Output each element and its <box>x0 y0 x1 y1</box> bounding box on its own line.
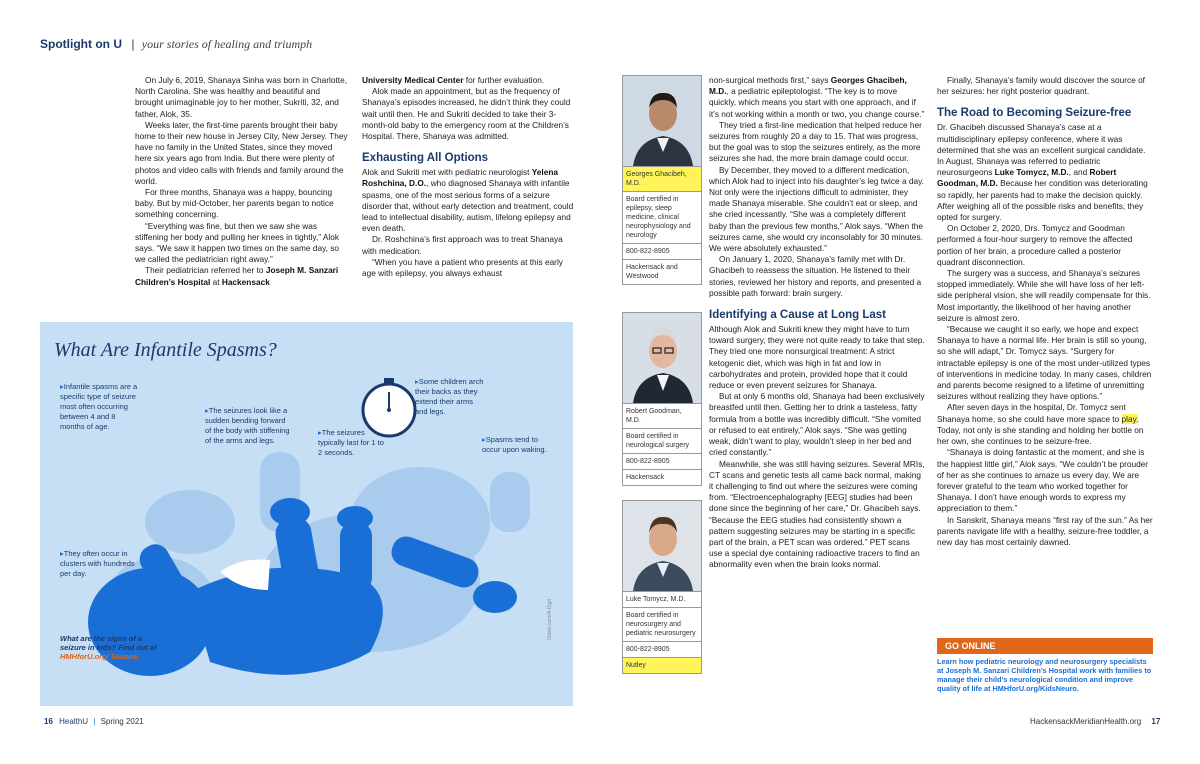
text-run: non-surgical methods first,” says <box>709 75 831 85</box>
paragraph: They tried a first-line medication that helped reduce her seizures from roughly 20 a day to 15. That was progress, but the goal was to stop the seizures entirely, as the more seizures she had, the more brain damage could occur. <box>709 119 922 164</box>
paragraph: “Because we caught it so early, we hope and expect Shanaya to have a normal life. Her brain is still so young, so she will adapt,” Dr. Tomycz says. “Surgery for intractable epilepsy is one of the most under-utilized types of interventions in medicine today. In many cases, children and parents become resigned to a lifetime of unremitting seizures without realizing they have options.” <box>937 324 1152 402</box>
footnote-link[interactable]: HMHforU.org/ Seizure. <box>60 652 140 661</box>
header-separator: | <box>131 37 135 51</box>
info-note <box>318 428 388 458</box>
page-header <box>40 37 312 52</box>
paragraph: Weeks later, the first-time parents brought their baby home to their new house in Jersey City, New Jersey. They have no family in the United States, since they moved here six years ago from India. But there were plenty of photos and video calls with friends and family around the world. <box>135 119 348 186</box>
column-2 <box>362 75 577 279</box>
text-run: , who diagnosed Shanaya with infantile spasms, one of the most serious forms of a seizure disorder that, without early detection and treatment, could lead to intellectual disability, autism, lifelong epilepsy and even death. <box>362 178 574 234</box>
paragraph: In Sanskrit, Shanaya means “first ray of the sun.” As her parents navigate life with a healthy, seizure-free toddler, a new day has most certainly dawned. <box>937 514 1153 547</box>
doctor-certification: Board certified in epilepsy, sleep medicine, clinical neurophysiology and neurology <box>623 191 701 243</box>
paragraph: For three months, Shanaya was a happy, bouncing baby. But by mid-October, her parents began to notice something concerning. <box>135 187 334 220</box>
go-online-text[interactable]: Learn how pediatric neurology and neurosurgery specialists at Joseph M. Sanzari Children’s Hospital work with families to manage their child’s neurological condition and improve quality of life at HMHforU.org/KidsNeuro. <box>937 657 1152 693</box>
go-online-label: GO ONLINE <box>937 638 1153 654</box>
paragraph: “Shanaya is doing fantastic at the moment, and she is the happiest little girl,” Alok says. “We couldn’t be prouder of her as she continues to amaze us every day. We are forever grateful to the team who worked together for Shanaya. I don’t have enough words to express my appreciation to them.” <box>937 447 1149 514</box>
doctor-phone: 800-822-8905 <box>623 453 701 469</box>
pointer-icon: ▸ <box>482 435 486 444</box>
doctor-name: Luke Tomycz, M.D. <box>994 167 1069 178</box>
hospital-name: Joseph M. Sanzari Children’s Hospital <box>135 265 339 287</box>
paragraph: Dr. Roshchina’s first approach was to treat Shanaya with medication. <box>362 234 563 256</box>
text-run: at <box>210 276 222 287</box>
text-run: , a pediatric epileptologist. “The key is to move quickly, which means you start with one approach, and if it’s not working within a month or two, you change course.” <box>709 86 925 119</box>
hospital-name: Hackensack <box>221 276 270 287</box>
paragraph <box>135 265 350 287</box>
doctor-certification: Board certified in neurosurgery and pediatric neurosurgery <box>623 607 701 641</box>
infographic <box>40 322 573 706</box>
portrait-image <box>623 76 701 166</box>
paragraph: The surgery was a success, and Shanaya’s seizures stopped immediately. While she will have loss of her left-side peripheral vision, she will readily compensate for this. Most importantly, the likelihood of her having another seizure is almost zero. <box>937 268 1151 323</box>
doctor-location: Nutley <box>623 657 701 673</box>
highlighted-word: play. <box>1121 413 1139 424</box>
paragraph: On January 1, 2020, Shanaya’s family met with Dr. Ghacibeh to reassess the situation. He listened to their stories, reviewed her history and reports, and presented a possible path forward: brain surgery. <box>709 254 922 298</box>
doctor-phone: 800-822-8905 <box>623 243 701 259</box>
note-text: The seizures look like a sudden bending forward of the body with stiffening of the arms and legs. <box>205 406 290 445</box>
paragraph: Alok made an appointment, but as the frequency of Shanaya’s episodes increased, he didn’t think they could wait until then. He and Sukriti decided to take their 3-month-old baby to the emergency room at the Children’s Hospital. There, Shanaya was admitted. <box>362 86 571 142</box>
section-heading: Identifying a Cause at Long Last <box>709 309 886 322</box>
text-run: for further evaluation. <box>463 75 545 85</box>
infographic-footnote <box>60 634 160 661</box>
paragraph <box>709 75 925 120</box>
paragraph <box>362 75 577 86</box>
section-heading: The Road to Becoming Seizure-free <box>937 107 1132 120</box>
footer-issue: Spring 2021 <box>100 717 144 726</box>
note-text: Infantile spasms are a specific type of seizure most often occurring between 4 and 8 months of age. <box>60 382 138 431</box>
footer-right <box>1030 717 1160 726</box>
pointer-icon: ▸ <box>205 406 209 415</box>
info-note <box>205 406 290 446</box>
doctor-card <box>622 75 702 285</box>
footer-separator: | <box>93 717 96 726</box>
text-run: Because her condition was deteriorating so rapidly, her parents had to make the decision quickly. After weighing all of the possible risks and benefits, they opted for surgery. <box>937 178 1148 223</box>
column-1 <box>135 75 350 288</box>
section-heading: Exhausting All Options <box>362 152 489 165</box>
doctor-name: Georges Ghacibeh, M.D. <box>623 166 701 191</box>
pointer-icon: ▸ <box>60 549 64 558</box>
pointer-icon: ▸ <box>415 377 419 386</box>
paragraph <box>937 402 1153 447</box>
doctor-photo <box>623 76 701 166</box>
doctor-certification: Board certified in neurological surgery <box>623 428 701 453</box>
pointer-icon: ▸ <box>60 382 64 391</box>
note-text: They often occur in clusters with hundreds per day. <box>60 549 135 578</box>
brand: Spotlight on U <box>40 37 122 51</box>
footer-site: HackensackMeridianHealth.org <box>1030 717 1142 726</box>
info-note <box>60 382 140 432</box>
paragraph: “When you have a patient who presents at this early age with epilepsy, you always exhaust <box>362 256 563 279</box>
text-run: Their pediatrician referred her to <box>145 265 266 276</box>
info-note <box>482 435 552 455</box>
pointer-icon: ▸ <box>318 428 322 437</box>
page-number: 16 <box>44 717 53 726</box>
info-note <box>415 377 485 417</box>
doctor-card <box>622 312 702 486</box>
photo-credit: iStock.com/A-Digit <box>547 599 553 640</box>
infographic-title: What Are Infantile Spasms? <box>54 339 277 361</box>
doctor-name: Georges Ghacibeh, M.D. <box>709 75 907 97</box>
paragraph: “Everything was fine, but then we saw she was stiffening her body and pulling her knees in tightly,” Alok says. “We saw it happen two times on the same day, so we called the pediatrician right away.” <box>135 220 340 265</box>
doctor-name: Luke Tomycz, M.D. <box>623 591 701 607</box>
page-number: 17 <box>1151 717 1161 726</box>
paragraph: Although Alok and Sukriti knew they might have to turn toward surgery, they were not quite ready to take that step. They tried one more nonsurgical treatment: A strict ketogenic diet, which was high in fat and low in carbohydrates and protein, provided hope that it could reduce or even prevent seizures for Shanaya. <box>709 324 925 391</box>
footer-left <box>44 717 144 726</box>
doctor-photo <box>623 501 701 591</box>
text-run: Dr. Ghacibeh discussed Shanaya’s case at a multidisciplinary epilepsy conference, where it was determined that she was an excellent surgical candidate. In August, Shanaya was referred to pediatric neurosurgeons <box>937 122 1146 178</box>
paragraph: Finally, Shanaya’s family would discover the source of her seizures: her right posterior quadrant. <box>937 75 1145 97</box>
tagline: your stories of healing and triumph <box>141 37 313 51</box>
doctor-location: Hackensack and Westwood <box>623 259 701 284</box>
footer-brand: HealthU <box>59 717 89 726</box>
go-online-box <box>937 638 1153 693</box>
paragraph: On July 6, 2019, Shanaya Sinha was born in Charlotte, North Carolina. She was healthy and beautiful and brought unimaginable joy to her mother, Sukriti, 32, and father, Alok, 35. <box>135 75 348 119</box>
paragraph: Meanwhile, she was still having seizures. Several MRIs, CT scans and genetic tests all came back normal, making it challenging to find out where the seizures were coming from. “Electroencephalography [EEG] studies had been done since the beginning of her care,” Dr. Ghacibeh says. “Because the EEG studies had consistently shown a pattern suggesting seizures may be starting in a specific part of the brain, a PET scan was ordered.” PET scans use a special dye containing radioactive tracers to find an abnormality even when the brain looks normal. <box>709 458 925 570</box>
note-text: The seizures typically last for 1 to 2 seconds. <box>318 428 384 457</box>
paragraph: But at only 6 months old, Shanaya had been exclusively breastfed until then. Getting her to drink a tasteless, fatty formula from a bottle was incredibly difficult. “She vomited or refused to eat entirely,” Alok says. “She was getting weak, didn’t want to play, wouldn’t sleep in her bed and cried constantly.” <box>709 391 925 458</box>
paragraph: By December, they moved to a different medication, which Alok had to inject into his daughter’s leg twice a day. Not only were the injections difficult to administer, they made Shanaya miserable. She couldn’t eat or sleep, and she cried incessantly. “She was a completely different baby than the previous few months,” Alok says. “When the seizures came, she would cry inconsolably for 30 minutes. We were absolutely exhausted.” <box>709 164 924 254</box>
portrait-image <box>623 313 701 403</box>
doctor-photo <box>623 313 701 403</box>
text-run: After seven days in the hospital, Dr. Tomycz sent Shanaya home, so she could have more space to <box>937 402 1126 424</box>
text-run: , and <box>1068 167 1090 178</box>
paragraph <box>362 167 577 234</box>
portrait-image <box>623 501 701 591</box>
hospital-name: University Medical Center <box>362 75 464 85</box>
doctor-phone: 800-822-8905 <box>623 641 701 657</box>
paragraph: On October 2, 2020, Drs. Tomycz and Goodman performed a four-hour surgery to remove the affected portion of her brain, a procedure called a posterior quadrant disconnection. <box>937 223 1133 267</box>
doctor-location: Hackensack <box>623 469 701 485</box>
info-note <box>60 549 135 579</box>
doctor-name: Yelena Roshchina, D.O. <box>362 167 559 189</box>
column-3 <box>709 75 925 571</box>
column-4 <box>937 75 1153 548</box>
footnote-text: What are the signs of a seizure in kids? Find out at <box>60 634 157 652</box>
note-text: Some children arch their backs as they extend their arms and legs. <box>415 377 484 416</box>
doctor-name: Robert Goodman, M.D. <box>937 167 1117 189</box>
note-text: Spasms tend to occur upon waking. <box>482 435 547 454</box>
text-run: Today, not only is she standing and holding her bottle on her own, she continues to be seizure-free. <box>937 424 1144 447</box>
paragraph <box>937 122 1153 223</box>
doctor-name: Robert Goodman, M.D. <box>623 403 701 428</box>
text-run: Alok and Sukriti met with pediatric neurologist <box>362 167 532 178</box>
doctor-card <box>622 500 702 674</box>
